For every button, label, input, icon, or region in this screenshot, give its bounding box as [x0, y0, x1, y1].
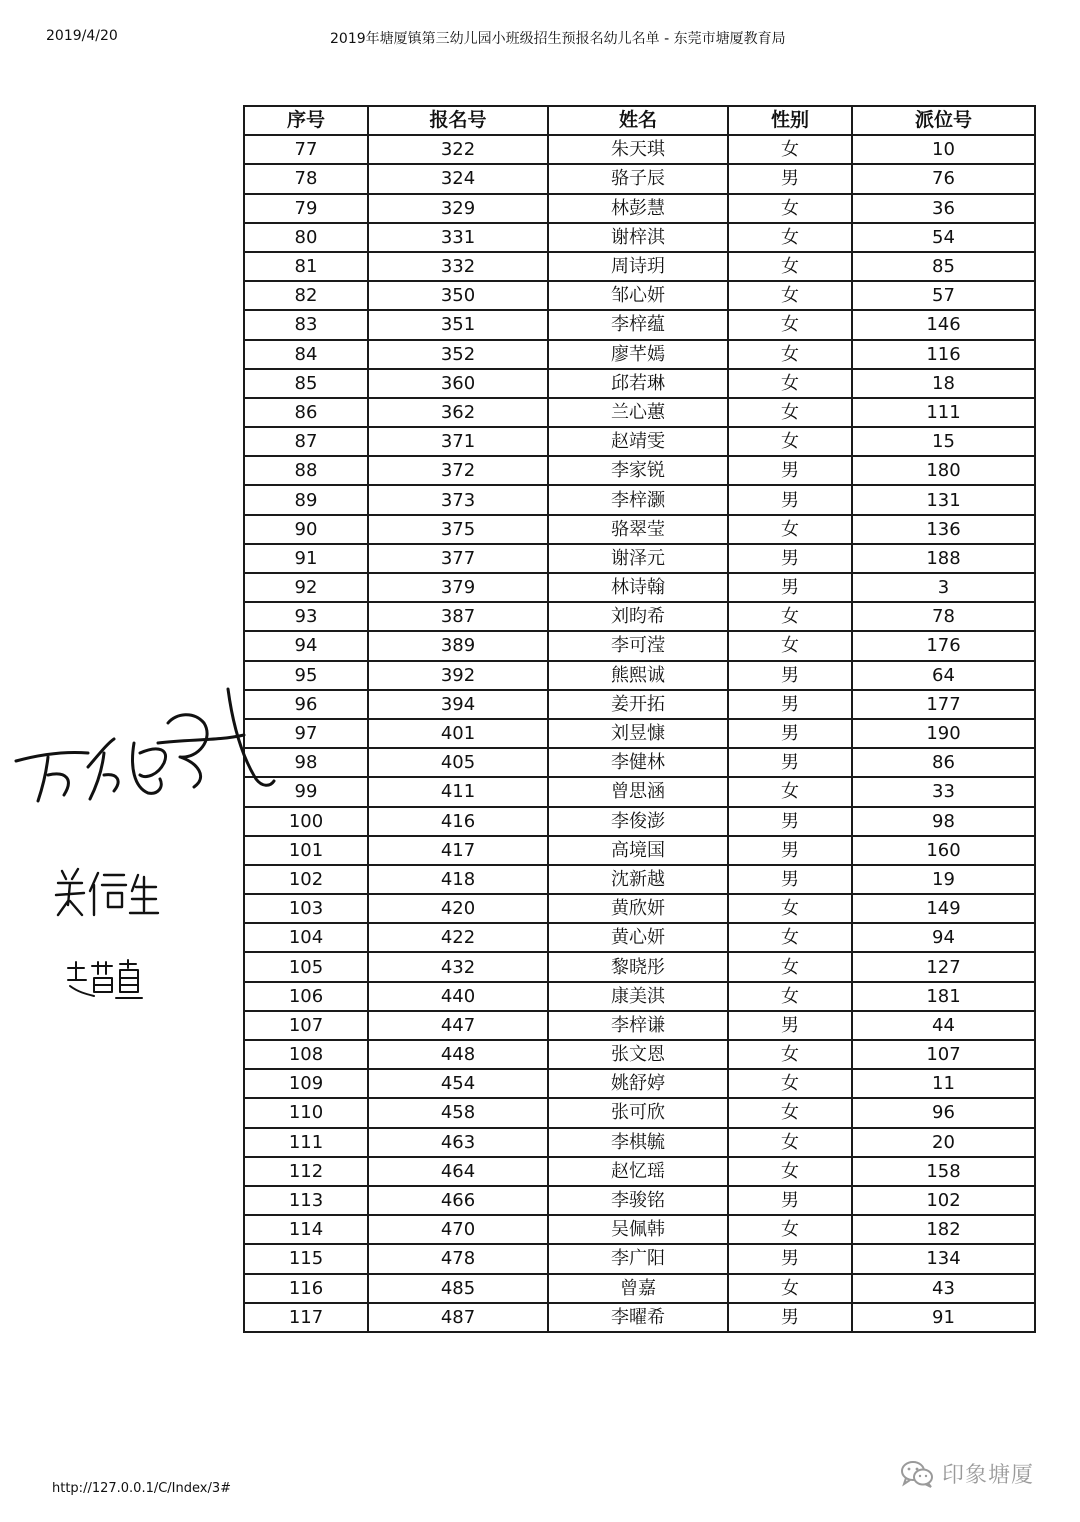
cell-reg-no: 372: [368, 456, 548, 485]
table-row: [244, 194, 1035, 223]
cell-seq: 104: [244, 923, 368, 952]
cell-reg-no: 458: [368, 1098, 548, 1127]
cell-lottery-no: 107: [852, 1040, 1035, 1069]
cell-reg-no: 373: [368, 485, 548, 514]
cell-gender: 男: [728, 748, 852, 777]
cell-gender: 男: [728, 1244, 852, 1273]
table-row: [244, 456, 1035, 485]
cell-gender: 女: [728, 952, 852, 981]
cell-lottery-no: 11: [852, 1069, 1035, 1098]
table-row: [244, 1274, 1035, 1303]
cell-reg-no: 375: [368, 515, 548, 544]
cell-gender: 女: [728, 1128, 852, 1157]
cell-reg-no: 324: [368, 164, 548, 193]
cell-lottery-no: 19: [852, 865, 1035, 894]
table-row: [244, 1040, 1035, 1069]
cell-seq: 110: [244, 1098, 368, 1127]
table-row: [244, 1303, 1035, 1332]
cell-lottery-no: 57: [852, 281, 1035, 310]
cell-reg-no: 394: [368, 690, 548, 719]
column-header-seq: 序号: [244, 106, 368, 135]
cell-seq: 78: [244, 164, 368, 193]
cell-name: 朱天琪: [548, 135, 728, 164]
cell-lottery-no: 91: [852, 1303, 1035, 1332]
cell-name: 李广阳: [548, 1244, 728, 1273]
cell-reg-no: 470: [368, 1215, 548, 1244]
cell-name: 姜开拓: [548, 690, 728, 719]
cell-reg-no: 401: [368, 719, 548, 748]
table-row: [244, 952, 1035, 981]
cell-lottery-no: 176: [852, 631, 1035, 660]
cell-name: 骆翠莹: [548, 515, 728, 544]
table-row: [244, 310, 1035, 339]
cell-reg-no: 485: [368, 1274, 548, 1303]
cell-lottery-no: 3: [852, 573, 1035, 602]
cell-gender: 男: [728, 544, 852, 573]
cell-name: 黄心妍: [548, 923, 728, 952]
cell-lottery-no: 33: [852, 777, 1035, 806]
table-row: [244, 252, 1035, 281]
column-header-name: 姓名: [548, 106, 728, 135]
cell-seq: 106: [244, 982, 368, 1011]
cell-gender: 女: [728, 310, 852, 339]
cell-lottery-no: 96: [852, 1098, 1035, 1127]
cell-seq: 109: [244, 1069, 368, 1098]
cell-seq: 79: [244, 194, 368, 223]
cell-name: 李家锐: [548, 456, 728, 485]
cell-seq: 83: [244, 310, 368, 339]
cell-lottery-no: 158: [852, 1157, 1035, 1186]
cell-gender: 男: [728, 1186, 852, 1215]
cell-lottery-no: 127: [852, 952, 1035, 981]
cell-seq: 90: [244, 515, 368, 544]
table-row: [244, 427, 1035, 456]
cell-gender: 女: [728, 1157, 852, 1186]
cell-reg-no: 351: [368, 310, 548, 339]
cell-lottery-no: 36: [852, 194, 1035, 223]
cell-seq: 112: [244, 1157, 368, 1186]
cell-reg-no: 377: [368, 544, 548, 573]
cell-reg-no: 466: [368, 1186, 548, 1215]
table-row: [244, 340, 1035, 369]
table-row: [244, 369, 1035, 398]
cell-gender: 男: [728, 690, 852, 719]
cell-gender: 男: [728, 573, 852, 602]
cell-reg-no: 454: [368, 1069, 548, 1098]
cell-lottery-no: 134: [852, 1244, 1035, 1273]
cell-name: 李健林: [548, 748, 728, 777]
cell-gender: 女: [728, 1098, 852, 1127]
cell-name: 刘昱慷: [548, 719, 728, 748]
cell-gender: 男: [728, 1303, 852, 1332]
cell-reg-no: 418: [368, 865, 548, 894]
table-row: [244, 1098, 1035, 1127]
cell-reg-no: 463: [368, 1128, 548, 1157]
cell-gender: 男: [728, 807, 852, 836]
table-row: [244, 1186, 1035, 1215]
cell-lottery-no: 177: [852, 690, 1035, 719]
cell-gender: 男: [728, 485, 852, 514]
cell-reg-no: 440: [368, 982, 548, 1011]
cell-reg-no: 448: [368, 1040, 548, 1069]
cell-lottery-no: 102: [852, 1186, 1035, 1215]
table-row: [244, 135, 1035, 164]
cell-gender: 女: [728, 515, 852, 544]
cell-gender: 男: [728, 1011, 852, 1040]
cell-name: 李梓蕴: [548, 310, 728, 339]
cell-reg-no: 329: [368, 194, 548, 223]
cell-seq: 80: [244, 223, 368, 252]
cell-gender: 男: [728, 164, 852, 193]
cell-lottery-no: 64: [852, 661, 1035, 690]
cell-name: 林诗翰: [548, 573, 728, 602]
cell-reg-no: 362: [368, 398, 548, 427]
cell-lottery-no: 15: [852, 427, 1035, 456]
cell-gender: 女: [728, 894, 852, 923]
cell-seq: 86: [244, 398, 368, 427]
cell-name: 吴佩韩: [548, 1215, 728, 1244]
cell-reg-no: 379: [368, 573, 548, 602]
cell-name: 姚舒婷: [548, 1069, 728, 1098]
table-row: [244, 777, 1035, 806]
table-row: [244, 1215, 1035, 1244]
cell-gender: 男: [728, 456, 852, 485]
cell-seq: 82: [244, 281, 368, 310]
column-header-lottery-no: 派位号: [852, 106, 1035, 135]
cell-reg-no: 360: [368, 369, 548, 398]
cell-lottery-no: 76: [852, 164, 1035, 193]
cell-gender: 女: [728, 340, 852, 369]
cell-seq: 117: [244, 1303, 368, 1332]
cell-reg-no: 371: [368, 427, 548, 456]
column-header-gender: 性别: [728, 106, 852, 135]
cell-reg-no: 411: [368, 777, 548, 806]
cell-name: 曾嘉: [548, 1274, 728, 1303]
table-row: [244, 164, 1035, 193]
cell-seq: 85: [244, 369, 368, 398]
cell-reg-no: 350: [368, 281, 548, 310]
cell-seq: 93: [244, 602, 368, 631]
cell-gender: 男: [728, 865, 852, 894]
table-body: [244, 135, 1035, 1332]
cell-gender: 女: [728, 194, 852, 223]
cell-seq: 97: [244, 719, 368, 748]
cell-lottery-no: 18: [852, 369, 1035, 398]
cell-name: 刘昀希: [548, 602, 728, 631]
table-row: [244, 894, 1035, 923]
cell-seq: 98: [244, 748, 368, 777]
cell-reg-no: 332: [368, 252, 548, 281]
cell-reg-no: 422: [368, 923, 548, 952]
cell-lottery-no: 44: [852, 1011, 1035, 1040]
cell-gender: 女: [728, 1069, 852, 1098]
table-row: [244, 690, 1035, 719]
cell-lottery-no: 146: [852, 310, 1035, 339]
column-header-reg-no: 报名号: [368, 106, 548, 135]
cell-seq: 115: [244, 1244, 368, 1273]
cell-seq: 108: [244, 1040, 368, 1069]
cell-gender: 女: [728, 982, 852, 1011]
cell-lottery-no: 131: [852, 485, 1035, 514]
cell-lottery-no: 98: [852, 807, 1035, 836]
table-row: [244, 661, 1035, 690]
cell-lottery-no: 78: [852, 602, 1035, 631]
cell-gender: 女: [728, 223, 852, 252]
cell-seq: 114: [244, 1215, 368, 1244]
cell-name: 康美淇: [548, 982, 728, 1011]
table-row: [244, 836, 1035, 865]
cell-seq: 89: [244, 485, 368, 514]
cell-lottery-no: 43: [852, 1274, 1035, 1303]
table-row: [244, 398, 1035, 427]
cell-name: 曾思涵: [548, 777, 728, 806]
watermark-text: 印象塘厦: [942, 1463, 1035, 1488]
cell-reg-no: 405: [368, 748, 548, 777]
table-row: [244, 281, 1035, 310]
cell-name: 沈新越: [548, 865, 728, 894]
table-row: [244, 982, 1035, 1011]
table-row: [244, 602, 1035, 631]
cell-gender: 女: [728, 631, 852, 660]
cell-gender: 女: [728, 281, 852, 310]
table-row: [244, 865, 1035, 894]
cell-lottery-no: 190: [852, 719, 1035, 748]
cell-seq: 116: [244, 1274, 368, 1303]
cell-name: 李俊澎: [548, 807, 728, 836]
table-row: [244, 1069, 1035, 1098]
table-row: [244, 631, 1035, 660]
cell-gender: 女: [728, 398, 852, 427]
cell-seq: 105: [244, 952, 368, 981]
cell-name: 李梓灏: [548, 485, 728, 514]
cell-seq: 84: [244, 340, 368, 369]
cell-reg-no: 487: [368, 1303, 548, 1332]
cell-lottery-no: 182: [852, 1215, 1035, 1244]
cell-reg-no: 478: [368, 1244, 548, 1273]
cell-seq: 87: [244, 427, 368, 456]
cell-name: 廖芊嫣: [548, 340, 728, 369]
cell-reg-no: 416: [368, 807, 548, 836]
cell-name: 邱若琳: [548, 369, 728, 398]
cell-name: 黎晓彤: [548, 952, 728, 981]
table-row: [244, 807, 1035, 836]
table-row: [244, 544, 1035, 573]
cell-gender: 男: [728, 661, 852, 690]
cell-seq: 88: [244, 456, 368, 485]
cell-name: 黄欣妍: [548, 894, 728, 923]
cell-name: 熊熙诚: [548, 661, 728, 690]
cell-gender: 女: [728, 369, 852, 398]
table-row: [244, 923, 1035, 952]
cell-seq: 99: [244, 777, 368, 806]
table-row: [244, 1011, 1035, 1040]
table-row: [244, 1244, 1035, 1273]
cell-lottery-no: 86: [852, 748, 1035, 777]
handwritten-signature-1: [8, 683, 288, 813]
cell-seq: 103: [244, 894, 368, 923]
cell-name: 李曜希: [548, 1303, 728, 1332]
cell-seq: 77: [244, 135, 368, 164]
cell-reg-no: 322: [368, 135, 548, 164]
cell-lottery-no: 111: [852, 398, 1035, 427]
cell-gender: 女: [728, 135, 852, 164]
cell-reg-no: 420: [368, 894, 548, 923]
cell-gender: 男: [728, 719, 852, 748]
cell-seq: 95: [244, 661, 368, 690]
cell-lottery-no: 20: [852, 1128, 1035, 1157]
cell-name: 骆子辰: [548, 164, 728, 193]
cell-lottery-no: 10: [852, 135, 1035, 164]
table-row: [244, 485, 1035, 514]
cell-lottery-no: 54: [852, 223, 1035, 252]
cell-lottery-no: 180: [852, 456, 1035, 485]
cell-name: 李梓谦: [548, 1011, 728, 1040]
cell-seq: 94: [244, 631, 368, 660]
footer-url: http://127.0.0.1/C/Index/3#: [52, 1481, 232, 1496]
cell-name: 谢泽元: [548, 544, 728, 573]
cell-reg-no: 387: [368, 602, 548, 631]
cell-gender: 女: [728, 1274, 852, 1303]
page-title: 2019年塘厦镇第三幼儿园小班级招生预报名幼儿名单 - 东莞市塘厦教育局: [330, 31, 786, 47]
table-header-row: [244, 106, 1035, 135]
handwritten-signature-3: [64, 958, 144, 1003]
cell-reg-no: 352: [368, 340, 548, 369]
cell-seq: 96: [244, 690, 368, 719]
cell-lottery-no: 181: [852, 982, 1035, 1011]
cell-name: 李骏铭: [548, 1186, 728, 1215]
print-date: 2019/4/20: [46, 28, 118, 44]
cell-lottery-no: 160: [852, 836, 1035, 865]
cell-reg-no: 417: [368, 836, 548, 865]
watermark: [900, 1458, 1034, 1489]
cell-seq: 91: [244, 544, 368, 573]
cell-name: 邹心妍: [548, 281, 728, 310]
cell-seq: 100: [244, 807, 368, 836]
table-row: [244, 1128, 1035, 1157]
cell-name: 林彭慧: [548, 194, 728, 223]
cell-name: 李可滢: [548, 631, 728, 660]
table-row: [244, 223, 1035, 252]
table-row: [244, 748, 1035, 777]
cell-name: 赵靖雯: [548, 427, 728, 456]
cell-name: 李棋毓: [548, 1128, 728, 1157]
table-row: [244, 573, 1035, 602]
cell-seq: 111: [244, 1128, 368, 1157]
cell-lottery-no: 188: [852, 544, 1035, 573]
cell-reg-no: 392: [368, 661, 548, 690]
table-row: [244, 515, 1035, 544]
cell-name: 赵忆瑶: [548, 1157, 728, 1186]
cell-reg-no: 464: [368, 1157, 548, 1186]
cell-seq: 102: [244, 865, 368, 894]
cell-lottery-no: 94: [852, 923, 1035, 952]
cell-reg-no: 331: [368, 223, 548, 252]
cell-seq: 81: [244, 252, 368, 281]
cell-reg-no: 432: [368, 952, 548, 981]
enrollment-table: [243, 105, 1036, 1333]
cell-gender: 女: [728, 427, 852, 456]
cell-name: 张可欣: [548, 1098, 728, 1127]
cell-gender: 女: [728, 1215, 852, 1244]
cell-reg-no: 389: [368, 631, 548, 660]
wechat-icon: [900, 1460, 934, 1488]
cell-name: 张文恩: [548, 1040, 728, 1069]
cell-lottery-no: 116: [852, 340, 1035, 369]
cell-seq: 107: [244, 1011, 368, 1040]
cell-gender: 女: [728, 777, 852, 806]
cell-gender: 女: [728, 923, 852, 952]
cell-name: 兰心蕙: [548, 398, 728, 427]
cell-lottery-no: 85: [852, 252, 1035, 281]
cell-lottery-no: 149: [852, 894, 1035, 923]
cell-name: 谢梓淇: [548, 223, 728, 252]
cell-gender: 女: [728, 602, 852, 631]
cell-name: 周诗玥: [548, 252, 728, 281]
cell-gender: 男: [728, 836, 852, 865]
cell-gender: 女: [728, 252, 852, 281]
table-row: [244, 719, 1035, 748]
cell-gender: 女: [728, 1040, 852, 1069]
cell-seq: 113: [244, 1186, 368, 1215]
table-row: [244, 1157, 1035, 1186]
handwritten-signature-2: [52, 865, 162, 925]
cell-name: 高境国: [548, 836, 728, 865]
cell-lottery-no: 136: [852, 515, 1035, 544]
cell-seq: 92: [244, 573, 368, 602]
cell-reg-no: 447: [368, 1011, 548, 1040]
cell-seq: 101: [244, 836, 368, 865]
